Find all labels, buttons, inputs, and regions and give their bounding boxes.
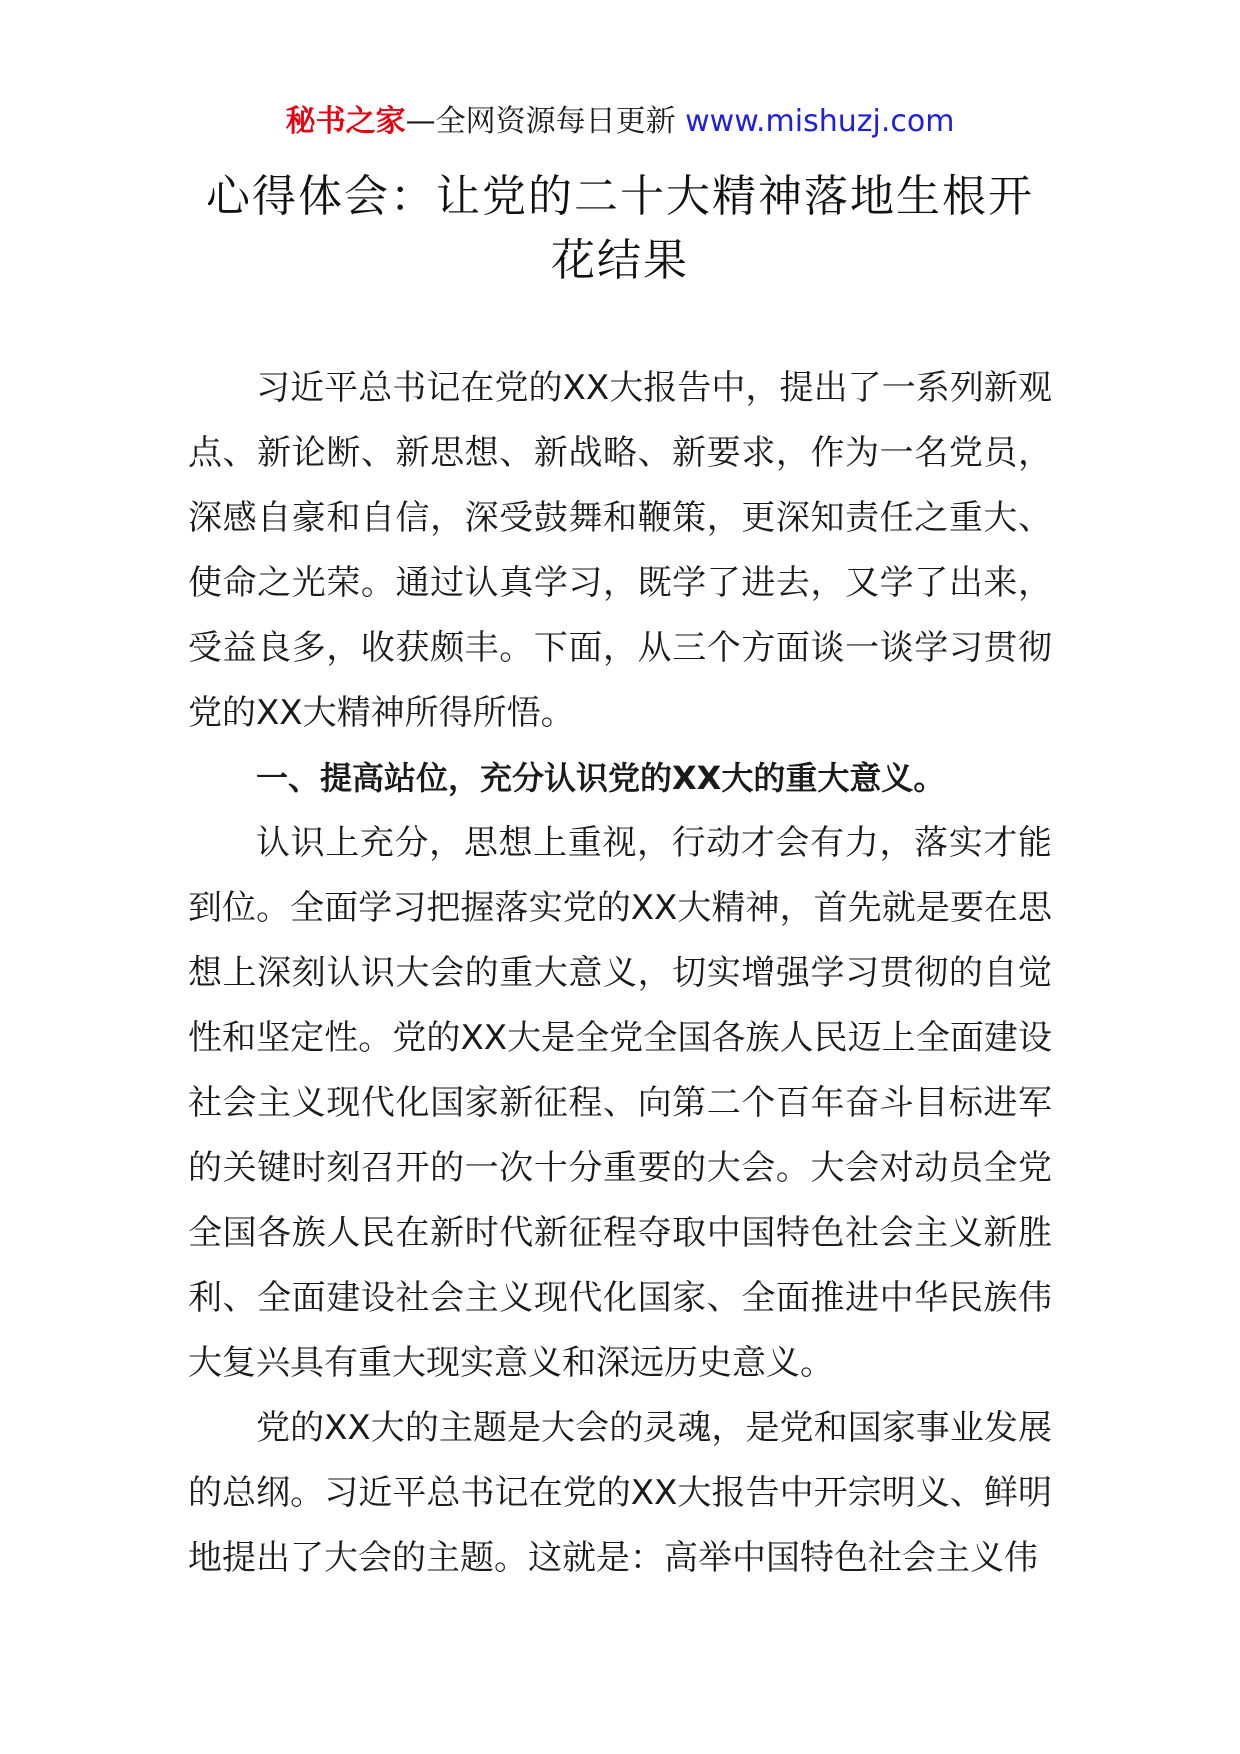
- intro-paragraph: 习近平总书记在党的XX大报告中，提出了一系列新观点、新论断、新思想、新战略、新要求，作为一名党员，深感自豪和自信，深受鼓舞和鞭策，更深知责任之重大、使命之光荣。通过认真学习，既学了进去，又学了出来，受益良多，收获颇丰。下面，从三个方面谈一谈学习贯彻党的XX大精神所得所悟。: [188, 368, 1052, 733]
- header-tagline: —全网资源每日更新: [405, 104, 686, 139]
- site-header: [0, 100, 1240, 144]
- site-url-link[interactable]: www.mishuzj.com: [685, 104, 955, 139]
- document-title: 心得体会：让党的二十大精神落地生根开花结果: [206, 171, 1034, 286]
- document-body: [188, 356, 1052, 1591]
- body-paragraph: 党的XX大的主题是大会的灵魂，是党和国家事业发展的总纲。习近平总书记在党的XX大报告中开宗明义、鲜明地提出了大会的主题。这就是：高举中国特色社会主义伟: [188, 1408, 1052, 1578]
- section-heading-1: 一、提高站位，充分认识党的XX大的重大意义。: [256, 759, 946, 797]
- brand-name: 秘书之家: [285, 104, 406, 139]
- body-paragraph: 认识上充分，思想上重视，行动才会有力，落实才能到位。全面学习把握落实党的XX大精神，首先就是要在思想上深刻认识大会的重大意义，切实增强学习贯彻的自觉性和坚定性。党的XX大是全党全国各族人民迈上全面建设社会主义现代化国家新征程、向第二个百年奋斗目标进军的关键时刻召开的一次十分重要的大会。大会对动员全党全国各族人民在新时代新征程夺取中国特色社会主义新胜利、全面建设社会主义现代化国家、全面推进中华民族伟大复兴具有重大现实意义和深远历史意义。: [188, 823, 1052, 1383]
